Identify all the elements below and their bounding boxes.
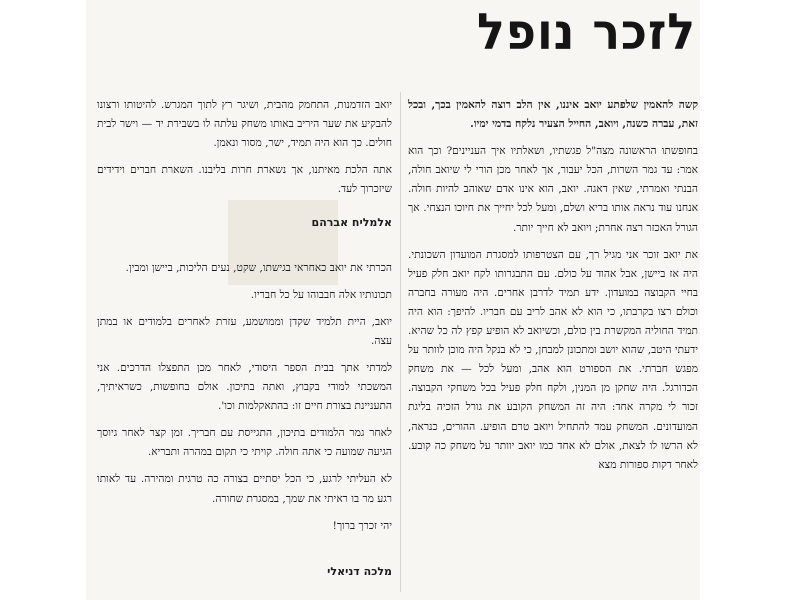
paragraph: קשה להאמין שלפתע יואב איננו, אין הלב רוצה להאמין בכך, ובכל זאת, עברה כשנה, ויואב, החייל הצעיר נלקח בדמי ימיו.	[408, 99, 698, 131]
paragraph: למדתי אתך בבית הספר היסודי, לאחר מכן התפצלו הדרכים. אני המשכתי למודי בקבוץ, ואתה בתיכון. אולם בחופשות, כשראיתיך, התעניינת בצורת חיים זו: בהתאקלמות וכו'.	[97, 361, 392, 413]
paragraph: תכונותיו אלה חבבוהו על כל חבריו.	[250, 288, 392, 301]
paragraph: לא העליתי לרגע, כי הכל יסתיים בצורה כה טרגית ומהירה. עד לאותו רגע מר בו ראיתי את שמך, במסגרת שחורה.	[97, 473, 392, 505]
left-column	[97, 96, 392, 581]
paragraph: אתה הלכת מאיתנו, אך נשארת חרות בליבנו. השארת חברים וידידים שיזכרוך לעד.	[97, 164, 392, 196]
paragraph: בחופשתו הראשונה מצה"ל פגשתיו, ושאלתיו איך העניינים? וכך הוא אמר: עד גמר השרות, הכל יעבור, אך לאחר מכן הורי לי שיואב חולה, הבנתי ואמרתי, שאין דאגה. יואב, הוא אינו אדם שאוהב להיות חולה. אנחנו עוד נראה אותו בריא ושלם, ומעל לכל יחייך את חיוכו הנצחי. אך הגורל האכזר רצה אחרת; ויואב לא חייך יותר.	[408, 145, 698, 234]
author-signature: אלמליח אברהם	[311, 216, 392, 230]
paragraph: יואב, היית תלמיד שקדן וממושמע, עזרת לאחרים בלמודים או במתן עצה.	[97, 315, 392, 347]
paragraph: יואב הזדמנות, התחמק מהבית, ושיגר רץ לתוך המגרש. להיטותו ורצונו להבקיע את שער היריב באותו משחק עלתה לו בשבירת יד — וישר לבית חולים. כך הוא היה תמיד, ישר, מסור ונאמן.	[97, 99, 392, 150]
paragraph: לאחר גמר הלמודים בתיכון, התגייסת עם חבריך. זמן קצר לאחר גיוסך הגיעה שמועה כי אתה חולה. קויתי כי תקום במהרה ותבריא.	[97, 427, 392, 459]
paragraph: את יואב זוכר אני מגיל רך, עם הצטרפותו למסגרת המועדון השכונתי. היה אז ביישן, אבל אהוד על כולם. עם התבגרותו לקח יואב חלק פעיל בחיי הקבוצה במועדון. ידע תמיד לדרבן אחרים. היה מעורה בחברה וכולם רצו בקרבתו, כי הוא לא אהב לריב עם חבריו. להיפך: הוא היה תמיד החוליה המקשרת בין כולם, וכשיואב לא הופיע קפץ לה כל שהיא. ידעתי היטב, שהוא יושב ומתכונן למבחן, כי לא בנקל היה מוכן לוותר על מפגש חברתי. את הספורט הוא אהב, ומעל לכל — את משחק הכדורגל. היה שחקן מן המנין, ולקח חלק פעיל בכל משחקי הקבוצה. זכור לי מקרה אחד: היה זה המשחק הקובע את גורל הזכיה בליגת המועדונים. המשחק עמד להתחיל ויואב טרם הופיע. ההורים, כנראה, לא הרשו לו לצאת, אולם לא אחד כמו יואב יוותר על משחק כה קובע. לאחר דקות ספורות מצא	[408, 248, 698, 471]
paragraph: יהי זכרך ברוך!	[332, 519, 392, 532]
page-title: לזכר נופל	[476, 3, 696, 61]
right-column	[408, 96, 698, 483]
author-signature: מלכה דניאלי	[327, 564, 392, 578]
paragraph: הכרתי את יואב כאחראי בגישתו, שקט, נעים הליכות, ביישן ומבין.	[125, 261, 392, 274]
column-divider	[400, 92, 401, 592]
